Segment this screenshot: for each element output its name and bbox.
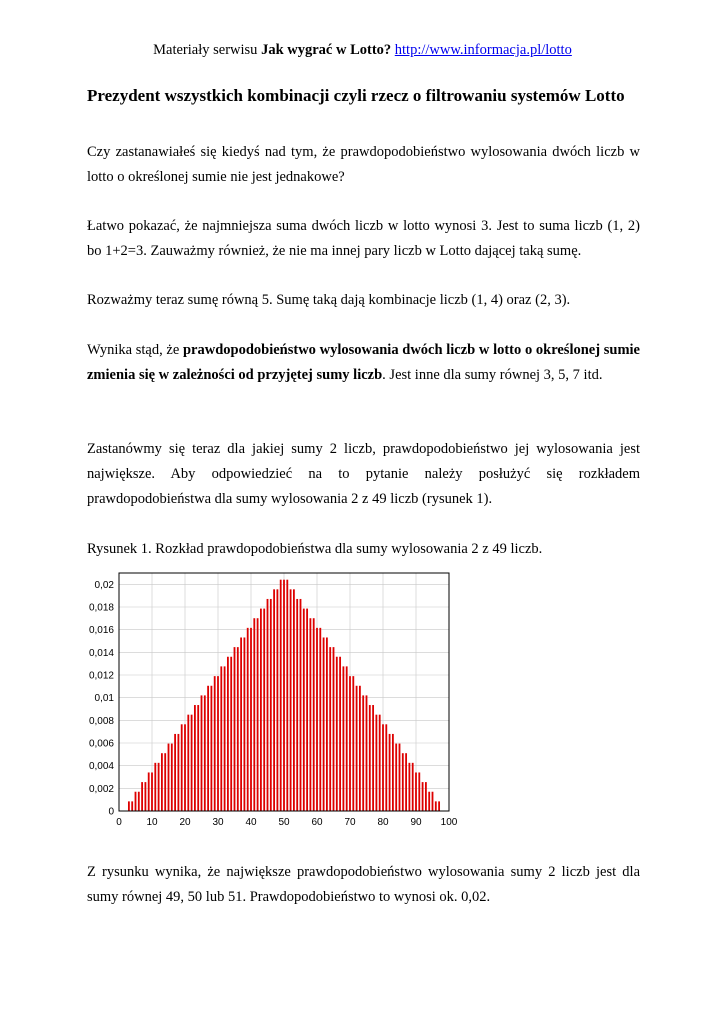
bar (135, 792, 137, 811)
bar (296, 599, 298, 811)
bar (283, 580, 285, 811)
bar (402, 753, 404, 811)
bar (260, 609, 262, 811)
bar (151, 772, 153, 811)
paragraph-4 (87, 338, 640, 388)
bar (131, 801, 133, 811)
bar (141, 782, 143, 811)
x-tick-label: 20 (179, 817, 191, 828)
bar (303, 609, 305, 811)
bar (359, 686, 361, 811)
bar (346, 666, 348, 811)
bar (286, 580, 288, 811)
bar (336, 657, 338, 811)
bar (253, 618, 255, 811)
bar (356, 686, 358, 811)
bar (392, 734, 394, 811)
bar (217, 676, 219, 811)
bar (144, 782, 146, 811)
bar (270, 599, 272, 811)
x-tick-label: 70 (344, 817, 356, 828)
bar (171, 744, 173, 811)
x-tick-label: 90 (410, 817, 422, 828)
x-tick-label: 40 (245, 817, 257, 828)
header-link[interactable]: http://www.informacja.pl/lotto (394, 42, 572, 58)
bar (293, 589, 295, 811)
bar (181, 724, 183, 811)
bar (273, 589, 275, 811)
bar (207, 686, 209, 811)
bar (395, 744, 397, 811)
paragraph-4-intro: Wynika stąd, że (87, 342, 180, 358)
bar (204, 695, 206, 811)
bar (432, 792, 434, 811)
bar (405, 753, 407, 811)
bar (187, 715, 189, 811)
bar (379, 715, 381, 811)
bar (342, 666, 344, 811)
bar (184, 724, 186, 811)
bar (177, 734, 179, 811)
y-tick-label: 0,016 (88, 625, 114, 637)
y-tick-label: 0,006 (88, 738, 114, 750)
bar (385, 724, 387, 811)
bar (201, 695, 203, 811)
bar (224, 666, 226, 811)
x-tick-label: 50 (278, 817, 290, 828)
y-tick-label: 0,012 (88, 670, 114, 682)
x-tick-label: 100 (440, 817, 458, 828)
x-tick-label: 10 (146, 817, 158, 828)
bar (227, 657, 229, 811)
bar (267, 599, 269, 811)
bar (154, 763, 156, 811)
paragraph-4-end: . Jest inne dla sumy równej 3, 5, 7 itd. (382, 367, 603, 383)
bar (191, 715, 193, 811)
bar (326, 637, 328, 811)
bar (438, 801, 440, 811)
bar (362, 695, 364, 811)
article-title: Prezydent wszystkich kombinacji czyli rzecz o filtrowaniu systemów Lotto (87, 86, 625, 105)
x-tick-label: 30 (212, 817, 224, 828)
bar (412, 763, 414, 811)
y-tick-label: 0,014 (88, 647, 114, 659)
bar (415, 772, 417, 811)
bar (243, 637, 245, 811)
bar (428, 792, 430, 811)
bar (237, 647, 239, 811)
probability-chart (84, 568, 469, 833)
bar (220, 666, 222, 811)
bar (418, 772, 420, 811)
paragraph-6: Z rysunku wynika, że największe prawdopodobieństwo wylosowania sumy 2 liczb jest dla sumy równej 49, 50 lub 51. Prawdopodobieństwo to wynosi ok. 0,02. (87, 864, 640, 905)
y-tick-label: 0,008 (88, 715, 114, 727)
x-tick-label: 0 (116, 817, 122, 828)
header-site-name: Jak wygrać w Lotto? (261, 42, 392, 58)
bar (313, 618, 315, 811)
x-tick-label: 80 (377, 817, 389, 828)
bar (306, 609, 308, 811)
bar (349, 676, 351, 811)
y-tick-label: 0,004 (88, 761, 114, 773)
bar (194, 705, 196, 811)
paragraph-5: Zastanówmy się teraz dla jakiej sumy 2 liczb, prawdopodobieństwo jej wylosowania jest największe. Aby odpowiedzieć na to pytanie należy posłużyć się rozkładem prawdopodobieństwa dla sumy wylosowania 2 z 49 liczb (rysunek 1). (87, 441, 640, 507)
bar (319, 628, 321, 811)
bar (234, 647, 236, 811)
bar (276, 589, 278, 811)
bar (366, 695, 368, 811)
bar (329, 647, 331, 811)
header-prefix: Materiały serwisu (153, 42, 258, 58)
bar (250, 628, 252, 811)
bar (408, 763, 410, 811)
paragraph-3: Rozważmy teraz sumę równą 5. Sumę taką dają kombinacje liczb (1, 4) oraz (2, 3). (87, 292, 571, 308)
bar (352, 676, 354, 811)
figure-caption: Rysunek 1. Rozkład prawdopodobieństwa dla sumy wylosowania 2 z 49 liczb. (87, 541, 543, 557)
bar (339, 657, 341, 811)
paragraph-2: Łatwo pokazać, że najmniejsza suma dwóch liczb w lotto wynosi 3. Jest to suma liczb (1, 2) bo 1+2=3. Zauważmy również, że nie ma innej pary liczb w Lotto dającej taką sumę. (87, 218, 640, 259)
bar (148, 772, 150, 811)
bar (257, 618, 259, 811)
bar (435, 801, 437, 811)
bar (372, 705, 374, 811)
bar (161, 753, 163, 811)
y-tick-label: 0,02 (94, 579, 114, 591)
bar (323, 637, 325, 811)
bar (389, 734, 391, 811)
bar (168, 744, 170, 811)
bar (164, 753, 166, 811)
y-tick-label: 0,002 (88, 783, 114, 795)
bar (214, 676, 216, 811)
bar (197, 705, 199, 811)
y-tick-label: 0,018 (88, 602, 114, 614)
bar (425, 782, 427, 811)
y-tick-label: 0 (108, 806, 114, 818)
x-tick-label: 60 (311, 817, 323, 828)
paragraph-1: Czy zastanawiałeś się kiedyś nad tym, że prawdopodobieństwo wylosowania dwóch liczb w lotto o określonej sumie nie jest jednakowe? (87, 144, 640, 185)
bar (138, 792, 140, 811)
bar (375, 715, 377, 811)
page-header (0, 42, 725, 59)
bar (300, 599, 302, 811)
bar (399, 744, 401, 811)
bar (290, 589, 292, 811)
bar (369, 705, 371, 811)
bar (128, 801, 130, 811)
bar (158, 763, 160, 811)
bar (422, 782, 424, 811)
y-tick-label: 0,01 (94, 693, 114, 705)
bar (210, 686, 212, 811)
bar (230, 657, 232, 811)
bar (280, 580, 282, 811)
bar (382, 724, 384, 811)
bar (174, 734, 176, 811)
bar (333, 647, 335, 811)
bar (316, 628, 318, 811)
bar (309, 618, 311, 811)
bar (247, 628, 249, 811)
paragraph-4-bold: prawdopodobieństwo wylosowania dwóch liczb w lotto o określonej sumie zmienia się w zależności od przyjętej sumy liczb (87, 342, 640, 383)
bar (263, 609, 265, 811)
bar (240, 637, 242, 811)
